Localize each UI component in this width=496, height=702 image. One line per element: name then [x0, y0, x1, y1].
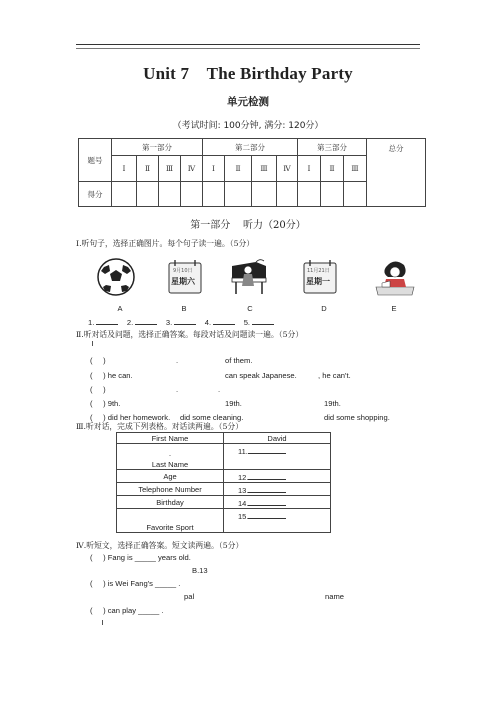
calendar-date: 9月10日: [173, 268, 193, 274]
blank-14[interactable]: [248, 497, 286, 506]
answer-3-blank[interactable]: [174, 316, 196, 325]
p2-col-4: Ⅳ: [277, 156, 298, 182]
score-cell[interactable]: [112, 182, 137, 207]
sec2-row-5-paren: ( ) did her homework.: [90, 413, 171, 422]
picture-label-a: A: [117, 304, 123, 313]
sec2-row-2-a: can speak Japanese.: [225, 371, 297, 380]
blank-15[interactable]: [248, 510, 286, 519]
sec4-question-2: ( ) is Wei Fang's _____ .: [90, 579, 181, 588]
score-cell[interactable]: [344, 182, 367, 207]
sec2-row-2-b: , he can't.: [318, 371, 351, 380]
page-title: Unit 7 The Birthday Party: [143, 64, 353, 83]
girl-reading-icon: [372, 257, 418, 297]
sec2-row-4-paren: ( ) 9th.: [90, 399, 121, 408]
picture-label-d: D: [321, 304, 327, 313]
info-value-sport[interactable]: [224, 509, 331, 533]
answer-4-blank[interactable]: [213, 316, 235, 325]
blank-13[interactable]: [248, 484, 286, 493]
p2-col-2: Ⅱ: [225, 156, 252, 182]
piano-picture: [226, 256, 272, 298]
blank-15-number: 15.: [238, 512, 249, 521]
girl-picture: [372, 257, 418, 297]
sec1-instruction: Ⅰ.听句子，选择正确图片。每个句子读一遍。（5分）: [76, 239, 255, 248]
sec3-instruction: Ⅲ.听对话，完成下列表格。对话读两遍。（5分）: [76, 422, 243, 431]
sec2-row-5-a: did some cleaning.: [180, 413, 244, 422]
last-name-text: Last Name: [151, 460, 189, 469]
stray-mark: [102, 620, 103, 625]
p1-col-3: Ⅲ: [159, 156, 181, 182]
piano-player-icon: [226, 256, 272, 298]
info-label-age: Age: [117, 470, 224, 483]
blank-12[interactable]: [248, 471, 286, 480]
soccer-ball-picture: [96, 257, 136, 297]
blank-13-number: 13.: [238, 485, 249, 495]
answer-4-label: 4.: [204, 318, 212, 327]
score-cell[interactable]: [277, 182, 298, 207]
sec4-question-3: ( ) can play _____ .: [90, 606, 164, 615]
part1-heading: 第一部分 听力（20分）: [190, 220, 306, 231]
p3-col-1: Ⅰ: [298, 156, 321, 182]
info-label-first-name: First Name: [117, 433, 224, 444]
part1-header: 第一部分: [112, 139, 203, 156]
soccer-ball-icon: [96, 257, 136, 297]
stray-mark: [92, 341, 95, 346]
blank-11-number: 11.: [238, 447, 248, 456]
info-label-sport: Favorite Sport: [117, 509, 224, 533]
calendar-picture-d: [302, 259, 338, 295]
sec4-question-1: ( ) Fang is _____ years old.: [90, 553, 191, 562]
sec2-row-1-a: .: [176, 356, 179, 365]
blank-12-number: 12.: [238, 472, 249, 482]
info-label-last-name: - Last Name: [117, 444, 224, 470]
sec4-option-pal: pal: [184, 592, 195, 601]
answer-row: [88, 316, 274, 327]
sec2-row-1-paren: ( ): [90, 356, 106, 365]
answer-2-label: 2.: [126, 318, 134, 327]
sec4-instruction: Ⅳ.听短文，选择正确答案。短文读两遍。（5分）: [76, 541, 244, 550]
sec2-row-3-a: .: [176, 385, 179, 394]
answer-1-blank[interactable]: [96, 316, 118, 325]
answer-3-label: 3.: [165, 318, 173, 327]
score-cell[interactable]: [137, 182, 159, 207]
score-cell[interactable]: [181, 182, 203, 207]
sec2-row-3-paren: ( ): [90, 385, 106, 394]
defen-label: 得分: [79, 182, 112, 207]
answer-5-blank[interactable]: [252, 316, 274, 325]
p3-col-3: Ⅲ: [344, 156, 367, 182]
score-cell[interactable]: [159, 182, 181, 207]
sec2-row-2-paren: ( ) he can.: [90, 371, 133, 380]
p1-col-4: Ⅳ: [181, 156, 203, 182]
part2-header: 第二部分: [203, 139, 298, 156]
exam-info: （考试时间: 100分钟, 满分: 120分）: [172, 121, 324, 131]
sec2-row-4-a: 19th.: [225, 399, 242, 408]
score-table: [78, 138, 426, 207]
p2-col-1: Ⅰ: [203, 156, 225, 182]
p1-col-2: Ⅱ: [137, 156, 159, 182]
page-subtitle: 单元检测: [227, 96, 269, 108]
sec4-option-name: name: [325, 592, 344, 601]
total-header: 总分: [367, 139, 426, 207]
blank-11[interactable]: [248, 445, 286, 454]
info-label-birthday: Birthday: [117, 496, 224, 509]
info-value-first-name: David: [224, 433, 331, 444]
info-value-last-name[interactable]: [224, 444, 331, 470]
score-cell[interactable]: [252, 182, 277, 207]
calendar-date: 11月21日: [307, 268, 330, 274]
top-rule-2: [76, 48, 420, 49]
p1-col-1: Ⅰ: [112, 156, 137, 182]
answer-1-label: 1.: [88, 318, 95, 327]
blank-14-number: 14.: [238, 498, 249, 508]
tihao-label: 题号: [79, 139, 112, 182]
score-cell[interactable]: [203, 182, 225, 207]
picture-label-e: E: [391, 304, 397, 313]
sec2-row-5-b: did some shopping.: [324, 413, 390, 422]
score-cell[interactable]: [225, 182, 252, 207]
calendar-weekday: 星期一: [306, 277, 330, 286]
p2-col-3: Ⅲ: [252, 156, 277, 182]
info-table: [116, 432, 331, 533]
score-cell[interactable]: [298, 182, 321, 207]
answer-5-label: 5.: [243, 318, 251, 327]
score-cell[interactable]: [321, 182, 344, 207]
picture-label-b: B: [181, 304, 187, 313]
info-value-age[interactable]: [224, 470, 331, 483]
sec2-row-1-b: of them.: [225, 356, 253, 365]
sec2-instruction: Ⅱ.听对话及问题，选择正确答案。每段对话及问题读一遍。（5分）: [76, 330, 304, 339]
calendar-weekday: 星期六: [171, 277, 195, 286]
info-label-phone: Telephone Number: [117, 483, 224, 496]
calendar-picture-b: [167, 259, 203, 295]
part3-header: 第三部分: [298, 139, 367, 156]
sec4-option-b13: B.13: [192, 566, 208, 575]
answer-2-blank[interactable]: [135, 316, 157, 325]
info-value-phone[interactable]: [224, 483, 331, 496]
info-value-birthday[interactable]: [224, 496, 331, 509]
picture-label-c: C: [247, 304, 253, 313]
sec2-row-4-b: 19th.: [324, 399, 341, 408]
p3-col-2: Ⅱ: [321, 156, 344, 182]
sec2-row-3-b: .: [218, 385, 221, 394]
top-rule: [76, 44, 420, 45]
